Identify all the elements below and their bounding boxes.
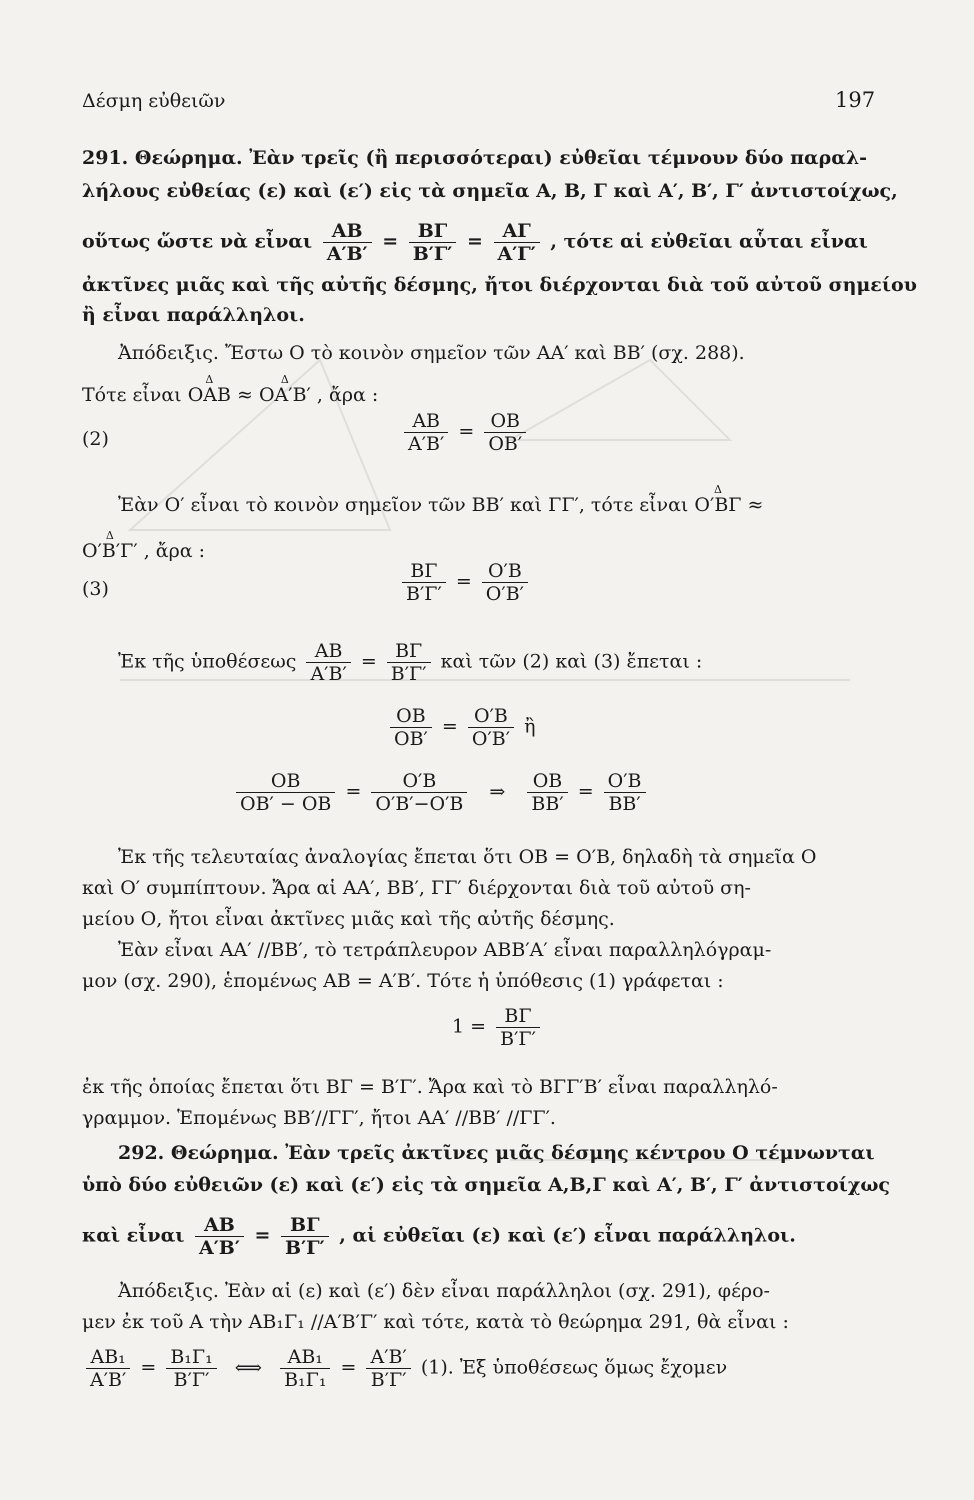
- text: καὶ εἶναι: [82, 1224, 185, 1247]
- denominator: Α′Β′: [310, 663, 347, 685]
- numerator: ΑΒ: [306, 640, 350, 663]
- equals-sign: =: [340, 1356, 357, 1379]
- numerator: ΑΓ: [494, 220, 540, 243]
- numerator: ΑΒ₁: [280, 1346, 330, 1369]
- fraction: [468, 705, 514, 750]
- p291-line-11: Ἐκ τῆς τελευταίας ἀναλογίας ἔπεται ὅτι ΟΒ = Ο′Β, δηλαδὴ τὰ σημεῖα Ο: [118, 846, 817, 868]
- p291-line-5: ἢ εἶναι παράλληλοι.: [82, 304, 305, 326]
- equation-label-3: (3): [82, 578, 109, 600]
- proof-intro: Ἀπόδειξις. Ἔστω Ο τὸ κοινὸν σημεῖον τῶν ΑΑ′ καὶ ΒΒ′ (σχ. 288).: [118, 342, 745, 364]
- p291-line-10: [118, 640, 918, 685]
- fraction: [390, 705, 432, 750]
- similar-sign: ≈: [237, 384, 253, 406]
- iff-sign: ⟺: [234, 1356, 263, 1379]
- numerator: Α′Β′: [366, 1346, 410, 1369]
- numerator: ΒΓ: [281, 1214, 329, 1237]
- denominator: ΒΒ′: [608, 793, 641, 815]
- p291-line-12: καὶ Ο′ συμπίπτουν. Ἄρα αἱ ΑΑ′, ΒΒ′, ΓΓ′ διέρχονται διὰ τοῦ αὐτοῦ ση-: [82, 877, 751, 899]
- denominator: Α′Β′: [326, 243, 368, 265]
- denominator: Β′Γ′: [406, 583, 442, 605]
- denominator: ΟΒ′: [488, 433, 523, 455]
- fraction: [323, 220, 372, 265]
- or-word: ἢ: [524, 715, 536, 738]
- fraction: [409, 220, 457, 265]
- denominator: Ο′Β′−Ο′Β: [375, 793, 464, 815]
- text: , ἄρα :: [316, 384, 379, 406]
- equals-sign: =: [382, 230, 399, 253]
- denominator: Β₁Γ₁: [284, 1369, 327, 1391]
- fraction: [280, 1346, 330, 1391]
- numerator: ΟΒ: [390, 705, 432, 728]
- p291-line-17: γραμμον. Ἑπομένως ΒΒ′//ΓΓ′, ἤτοι ΑΑ′ //ΒΒ′ //ΓΓ′.: [82, 1107, 556, 1129]
- numerator: ΟΒ: [236, 770, 335, 793]
- running-header: Δέσμη εὐθειῶν: [82, 90, 226, 112]
- text: , τότε αἱ εὐθεῖαι αὗται εἶναι: [550, 230, 868, 253]
- denominator: Β′Γ′: [285, 1237, 325, 1259]
- denominator: ΟΒ′ − ΟΒ: [240, 793, 332, 815]
- equation-4: [386, 705, 535, 750]
- fraction: [195, 1214, 244, 1259]
- equals-sign: =: [345, 780, 362, 803]
- fraction: [482, 560, 528, 605]
- denominator: Α′Γ′: [497, 243, 536, 265]
- page-number: 197: [835, 88, 876, 112]
- p291-line-13: μείου Ο, ἤτοι εἶναι ἀκτῖνες μιᾶς καὶ τῆς αὐτῆς δέσμης.: [82, 908, 615, 930]
- text: οὕτως ὥστε νὰ εἶναι: [82, 230, 313, 253]
- numerator: ΟΒ: [484, 410, 526, 433]
- equals-sign: =: [360, 650, 377, 673]
- numerator: ΟΒ: [527, 770, 567, 793]
- numerator: Β₁Γ₁: [166, 1346, 216, 1369]
- denominator: Β′Γ′: [173, 1369, 210, 1391]
- numerator: ΒΓ: [402, 560, 446, 583]
- equals-sign: =: [441, 715, 458, 738]
- numerator: ΑΒ: [404, 410, 448, 433]
- fraction: [402, 560, 446, 605]
- fraction: [306, 640, 350, 685]
- fraction: [371, 770, 467, 815]
- denominator: Β′Γ′: [390, 663, 427, 685]
- equals-sign: =: [577, 780, 594, 803]
- fraction: [387, 640, 431, 685]
- denominator: Ο′Β′: [471, 728, 511, 750]
- fraction: [404, 410, 448, 455]
- fraction: [604, 770, 646, 815]
- p291-line-3: [82, 220, 882, 265]
- denominator: Β′Γ′: [500, 1028, 536, 1050]
- p292-line-3: [82, 1214, 882, 1259]
- text: (1). Ἐξ ὑποθέσεως ὅμως ἔχομεν: [420, 1356, 728, 1379]
- denominator: Α′Β′: [408, 433, 445, 455]
- numerator: Ο′Β: [468, 705, 514, 728]
- numerator: ΒΓ: [387, 640, 431, 663]
- p292-line-4: Ἀπόδειξις. Ἐὰν αἱ (ε) καὶ (ε′) δὲν εἶναι παράλληλοι (σχ. 291), φέρο-: [118, 1280, 770, 1302]
- denominator: Β′Γ′: [370, 1369, 407, 1391]
- text: Ἐκ τῆς ὑποθέσεως: [118, 650, 297, 673]
- text: Τότε εἶναι: [82, 384, 182, 406]
- fraction: [86, 1346, 130, 1391]
- p291-line-14: Ἐὰν εἶναι ΑΑ′ //ΒΒ′, τὸ τετράπλευρον ΑΒΒ′Α′ εἶναι παραλληλόγραμ-: [118, 939, 772, 961]
- p291-line-16: ἐκ τῆς ὁποίας ἔπεται ὅτι ΒΓ = Β′Γ′. Ἄρα καὶ τὸ ΒΓΓ′Β′ εἶναι παραλληλό-: [82, 1076, 778, 1098]
- equation-6: [452, 1005, 544, 1050]
- denominator: Α′Β′: [199, 1237, 240, 1259]
- equals-sign: =: [254, 1224, 271, 1247]
- triangle-o1b1g1: Δ Ο′Β′Γ′: [82, 538, 138, 564]
- p291-line-15: μον (σχ. 290), ἑπομένως ΑΒ = Α′Β′. Τότε ἡ ὑπόθεσις (1) γράφεται :: [82, 970, 724, 992]
- numerator: Ο′Β: [371, 770, 467, 793]
- fraction: [281, 1214, 329, 1259]
- p291-line-8: [118, 492, 918, 518]
- fraction: [496, 1005, 540, 1050]
- text: Ἐὰν Ο′ εἶναι τὸ κοινὸν σημεῖον τῶν ΒΒ′ καὶ ΓΓ′, τότε εἶναι: [118, 494, 689, 516]
- equals-sign: =: [466, 230, 483, 253]
- p291-line-4: ἀκτῖνες μιᾶς καὶ τῆς αὐτῆς δέσμης, ἤτοι διέρχονται διὰ τοῦ αὐτοῦ σημείου: [82, 274, 917, 296]
- numerator: ΑΒ: [323, 220, 372, 243]
- numerator: Ο′Β: [604, 770, 646, 793]
- text: , αἱ εὐθεῖαι (ε) καὶ (ε′) εἶναι παράλληλοι.: [339, 1224, 796, 1247]
- similar-sign: ≈: [747, 494, 764, 516]
- p292-line-6: [82, 1346, 882, 1391]
- fraction: [366, 1346, 410, 1391]
- text: καὶ τῶν (2) καὶ (3) ἔπεται :: [440, 650, 703, 673]
- numerator: ΒΓ: [496, 1005, 540, 1028]
- equals-sign: =: [455, 570, 472, 593]
- equals-sign: =: [458, 420, 475, 443]
- implies-sign: ⇒: [489, 780, 506, 803]
- p291-line-2: λήλους εὐθείας (ε) καὶ (ε′) εἰς τὰ σημεῖα Α, Β, Γ καὶ Α′, Β′, Γ′ ἀντιστοίχως,: [82, 180, 898, 202]
- numerator: ΑΒ: [195, 1214, 244, 1237]
- numerator: ΑΒ₁: [86, 1346, 130, 1369]
- fraction: [236, 770, 335, 815]
- fraction: [527, 770, 567, 815]
- p292-line-2: ὑπὸ δύο εὐθειῶν (ε) καὶ (ε′) εἰς τὰ σημεῖα Α,Β,Γ καὶ Α′, Β′, Γ′ ἀντιστοίχως: [82, 1174, 890, 1196]
- one-equals: 1 =: [452, 1015, 487, 1038]
- fraction: [484, 410, 526, 455]
- equation-3: [398, 560, 532, 605]
- denominator: Ο′Β′: [485, 583, 524, 605]
- numerator: ΒΓ: [409, 220, 457, 243]
- p291-line-7: [82, 382, 882, 408]
- denominator: Α′Β′: [90, 1369, 127, 1391]
- triangle-oab: Δ ΟΑΒ: [188, 382, 231, 408]
- denominator: ΟΒ′: [394, 728, 428, 750]
- p292-line-5: μεν ἐκ τοῦ Α τὴν ΑΒ₁Γ₁ //Α′Β′Γ′ καὶ τότε, κατὰ τὸ θεώρημα 291, θὰ εἶναι :: [82, 1311, 789, 1333]
- equals-sign: =: [140, 1356, 157, 1379]
- triangle-o1bg: Δ Ο′ΒΓ: [694, 492, 741, 518]
- p291-line-1: 291. Θεώρημα. Ἐὰν τρεῖς (ἢ περισσότεραι) εὐθεῖαι τέμνουν δύο παραλ-: [82, 147, 868, 169]
- fraction: [166, 1346, 216, 1391]
- fraction: [494, 220, 540, 265]
- denominator: Β′Γ′: [412, 243, 453, 265]
- equation-label-2: (2): [82, 428, 109, 450]
- p292-line-1: 292. Θεώρημα. Ἐὰν τρεῖς ἀκτῖνες μιᾶς δέσμης κέντρου Ο τέμνωνται: [118, 1142, 875, 1164]
- equation-2: [400, 410, 530, 455]
- text: , ἄρα :: [143, 540, 206, 562]
- equation-5: [232, 770, 650, 815]
- triangle-oa1b1: Δ ΟΑ′Β′: [259, 382, 311, 408]
- denominator: ΒΒ′: [531, 793, 564, 815]
- numerator: Ο′Β: [482, 560, 528, 583]
